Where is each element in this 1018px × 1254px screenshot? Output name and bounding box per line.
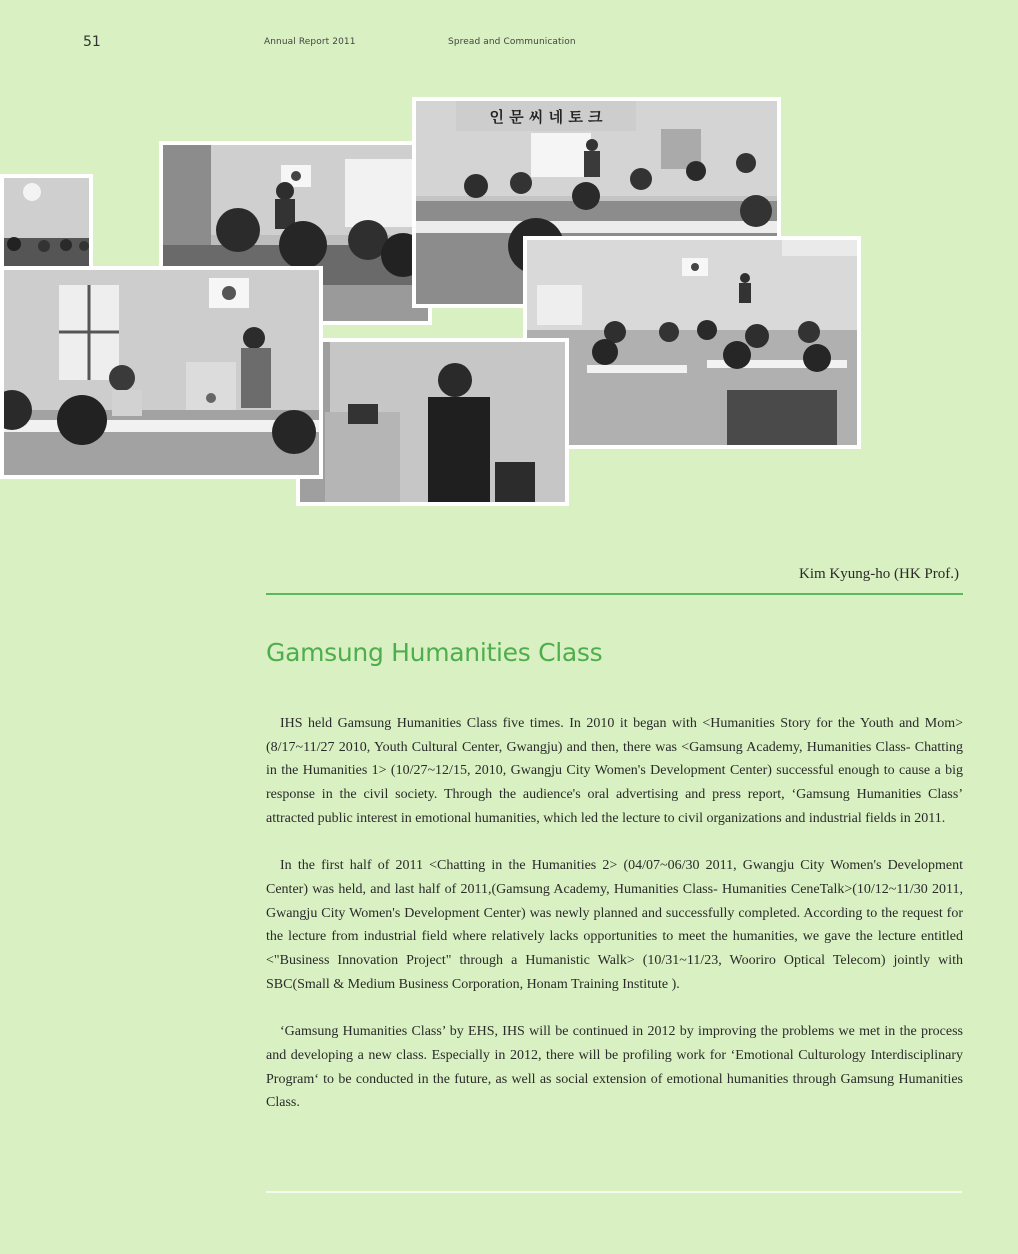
banner-title-text: 인 문 씨 네 토 크	[489, 108, 603, 126]
page-number: 51	[83, 34, 101, 50]
photo-lecturer-flag	[0, 266, 323, 479]
author-byline: Kim Kyung-ho (HK Prof.)	[799, 566, 959, 582]
running-header-report: Annual Report 2011	[264, 37, 356, 47]
title-divider	[266, 593, 963, 595]
photo-lecturer-podium	[296, 338, 569, 506]
running-header-section: Spread and Communication	[448, 37, 576, 47]
paragraph: IHS held Gamsung Humanities Class five times. In 2010 it began with <Humanities Story for the Youth and Mom> (8/17~11/27 2010, Youth Cultural Center, Gwangju) and then, there was <Gamsung Academy, Humanities Class- Chatting in the Humanities 1> (10/27~12/15, 2010, Gwangju City Women's Development Center) successful enough to cause a big response in the civil society. Through the audience's oral advertising and press report, ‘Gamsung Humanities Class’ attracted public interest in emotional humanities, which led the lecture to civil organizations and industrial fields in 2011.	[266, 716, 963, 826]
paragraph: In the first half of 2011 <Chatting in the Humanities 2> (04/07~06/30 2011, Gwangju City Women's Development Center) was held, and last half of 2011,(Gamsung Academy, Humanities Class- Humanities CeneTalk>(10/12~11/30 2011, Gwangju City Women's Development Center) was newly planned and successfully completed. According to the request for the lecture from industrial field where relatively lacks opportunities to meet the humanities, we gave the lecture entitled <"Business Innovation Project" through a Humanistic Walk> (10/31~11/23, Wooriro Optical Telecom) jointly with SBC(Small & Medium Business Corporation, Honam Training Institute ).	[266, 858, 963, 992]
article-title: Gamsung Humanities Class	[266, 638, 603, 667]
photo-classroom-flag	[523, 236, 861, 449]
photo-classroom-edge	[0, 174, 93, 270]
paragraph: ‘Gamsung Humanities Class’ by EHS, IHS will be continued in 2012 by improving the problems we met in the process and developing a new class. Especially in 2012, there will be profiling work for ‘Emotional Culturology Interdisciplinary Program‘ to be conducted in the future, as well as social extension of emotional humanities through Gamsung Humanities Class.	[266, 1024, 963, 1111]
article-body	[266, 712, 963, 1139]
footer-divider	[266, 1191, 962, 1193]
